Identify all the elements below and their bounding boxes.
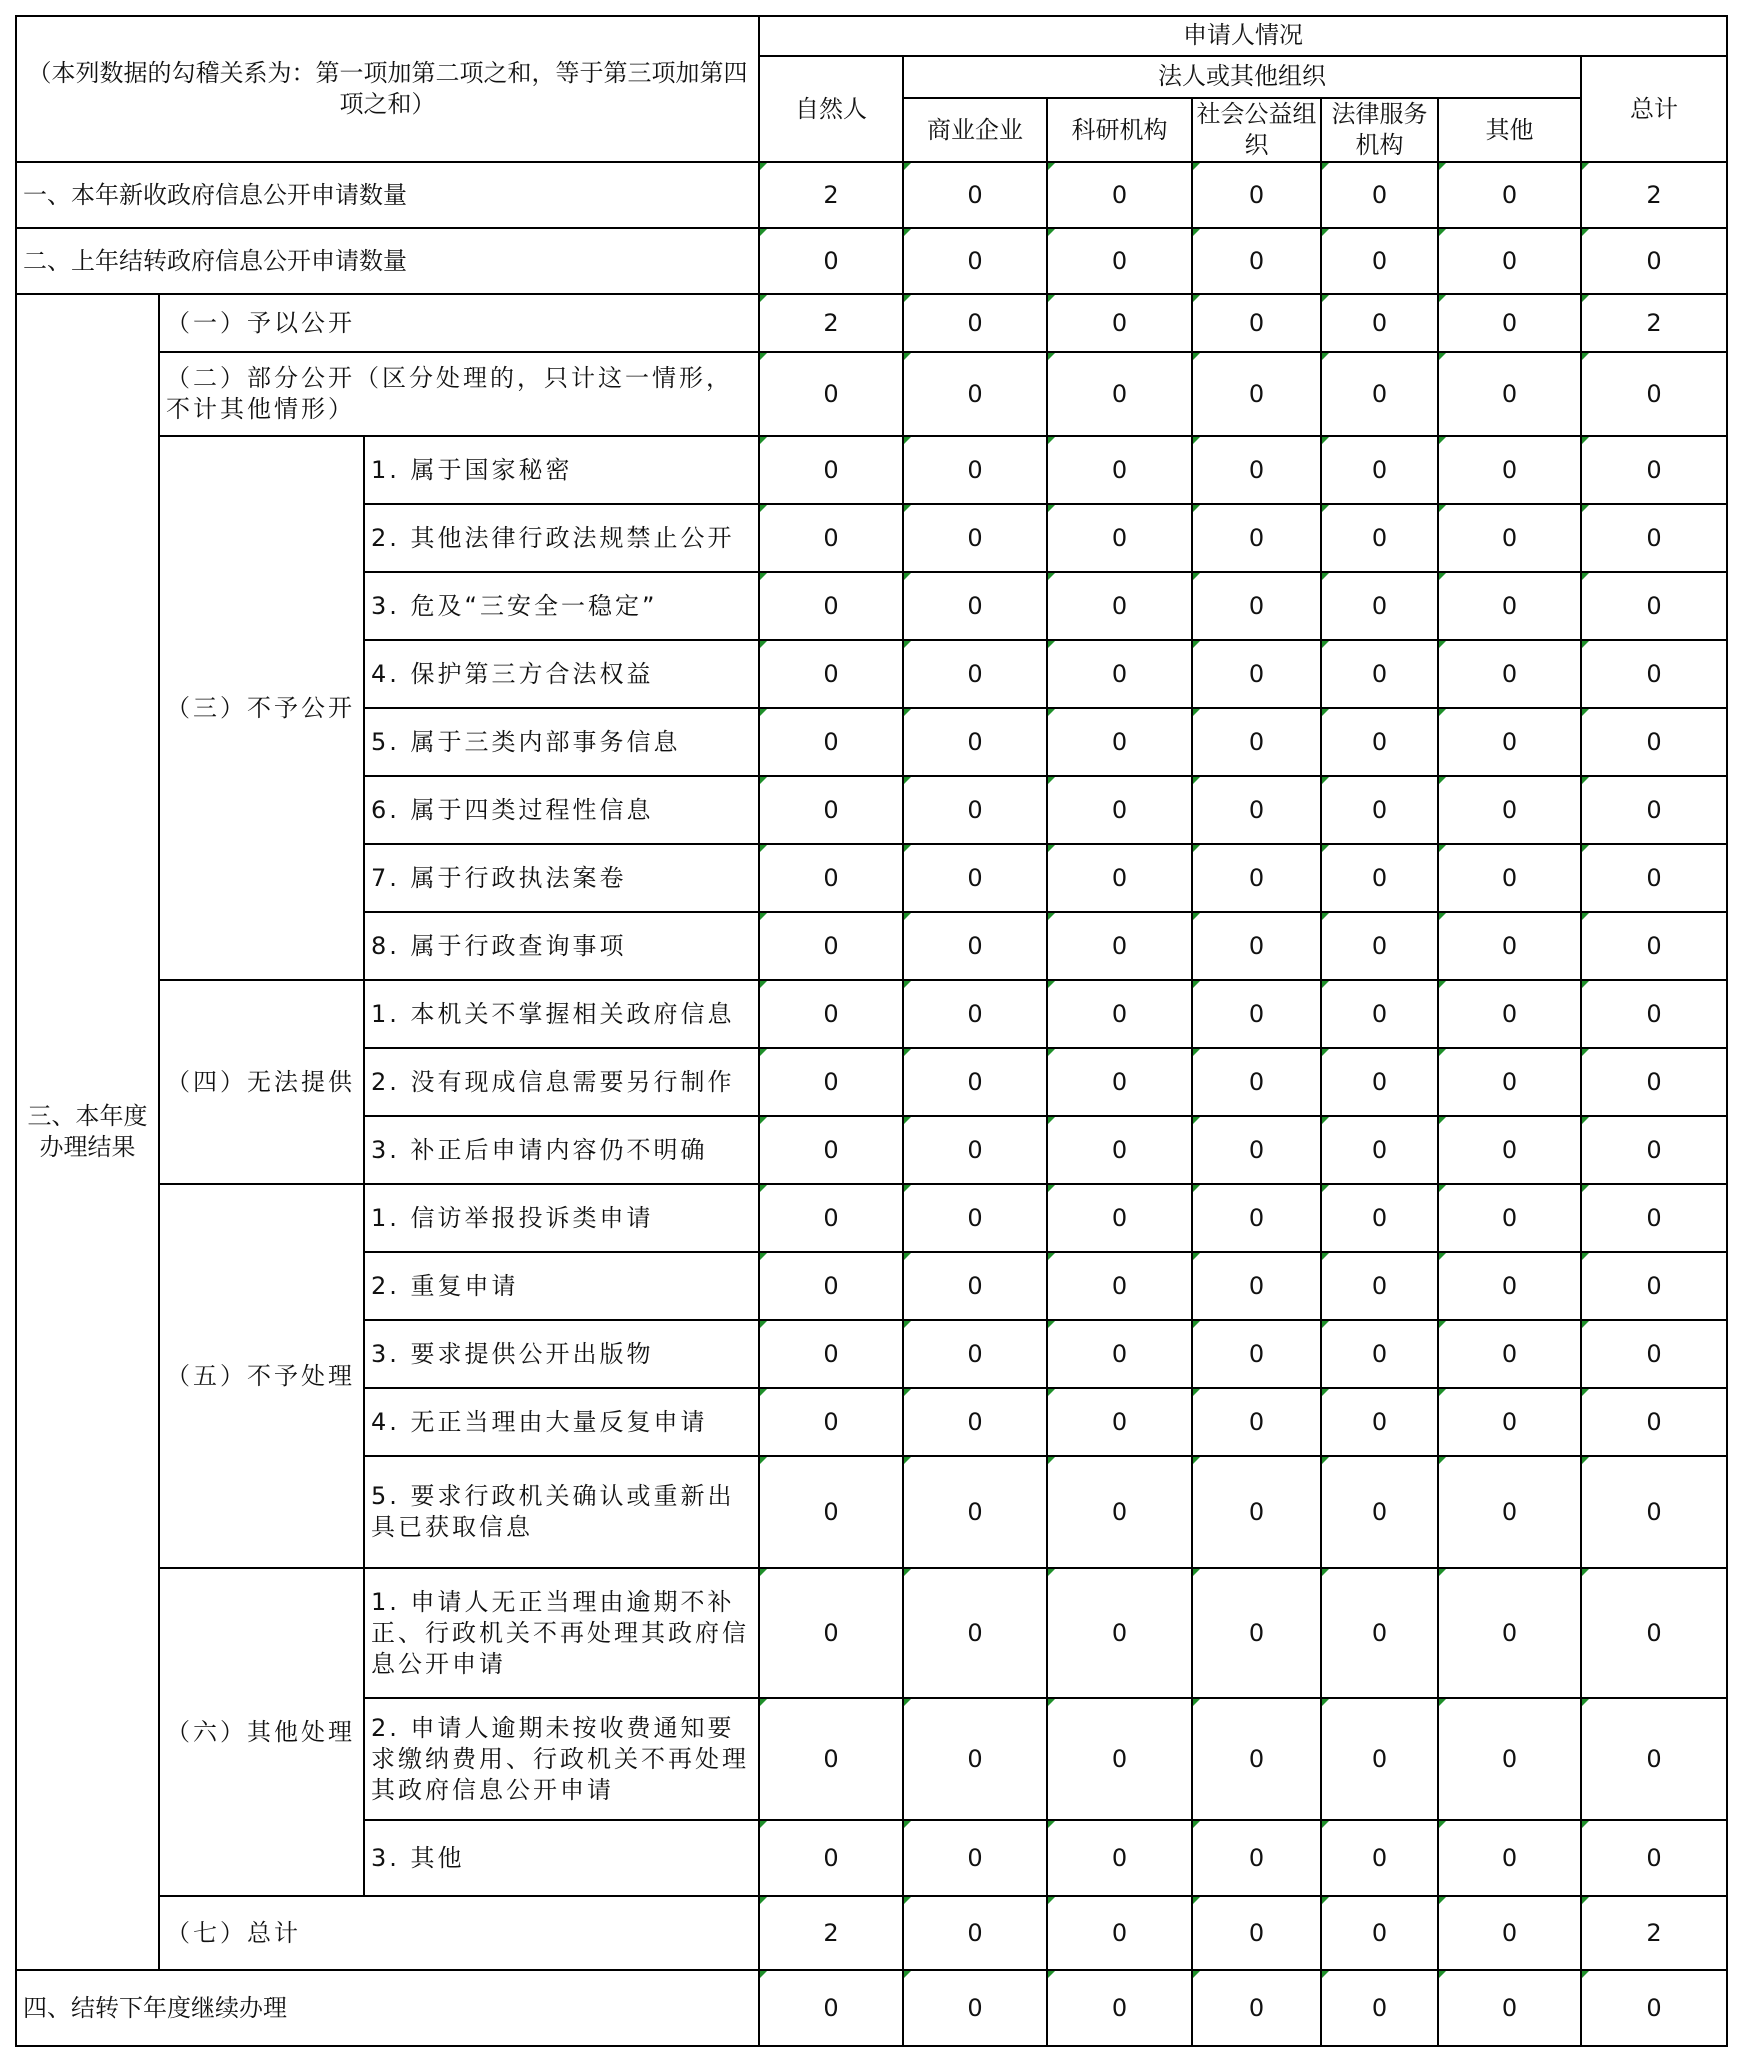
- item-label: 1. 申请人无正当理由逾期不补正、行政机关不再处理其政府信息公开申请: [364, 1568, 759, 1698]
- value-cell: 0: [903, 912, 1047, 980]
- value-cell: 0: [903, 352, 1047, 436]
- value-cell: 0: [1438, 1820, 1581, 1896]
- value-cell: 0: [1192, 776, 1321, 844]
- value-cell: 0: [759, 1698, 903, 1820]
- header-total: 总计: [1581, 56, 1727, 162]
- value-cell: 0: [1438, 1116, 1581, 1184]
- value-cell: 2: [1581, 294, 1727, 352]
- value-cell: 0: [759, 1970, 903, 2046]
- value-cell: 0: [1438, 844, 1581, 912]
- value-cell: 0: [1321, 1320, 1438, 1388]
- value-cell: 0: [1321, 504, 1438, 572]
- value-cell: 0: [1192, 980, 1321, 1048]
- value-cell: 0: [1047, 436, 1192, 504]
- value-cell: 0: [903, 1116, 1047, 1184]
- value-cell: 0: [1192, 1568, 1321, 1698]
- value-cell: 0: [1581, 1048, 1727, 1116]
- value-cell: 0: [1438, 504, 1581, 572]
- value-cell: 0: [759, 572, 903, 640]
- value-cell: 0: [1192, 504, 1321, 572]
- value-cell: 0: [1438, 1048, 1581, 1116]
- value-cell: 0: [903, 640, 1047, 708]
- value-cell: 0: [1438, 980, 1581, 1048]
- value-cell: 0: [903, 1698, 1047, 1820]
- value-cell: 0: [1192, 1456, 1321, 1568]
- value-cell: 0: [903, 1048, 1047, 1116]
- value-cell: 0: [1321, 980, 1438, 1048]
- value-cell: 0: [903, 980, 1047, 1048]
- value-cell: 0: [1321, 1970, 1438, 2046]
- value-cell: 0: [1192, 1896, 1321, 1970]
- value-cell: 0: [1438, 1970, 1581, 2046]
- value-cell: 0: [1321, 1820, 1438, 1896]
- value-cell: 0: [1581, 1116, 1727, 1184]
- value-cell: 0: [1192, 640, 1321, 708]
- value-cell: 0: [1192, 912, 1321, 980]
- value-cell: 0: [1321, 912, 1438, 980]
- value-cell: 0: [903, 504, 1047, 572]
- value-cell: 0: [1581, 1184, 1727, 1252]
- group-label-disclosed: （一）予以公开: [159, 294, 759, 352]
- item-label: 1. 本机关不掌握相关政府信息: [364, 980, 759, 1048]
- value-cell: 0: [1581, 1970, 1727, 2046]
- value-cell: 0: [1581, 1320, 1727, 1388]
- row-label-carried-over: 二、上年结转政府信息公开申请数量: [16, 228, 759, 294]
- value-cell: 0: [1321, 1896, 1438, 1970]
- value-cell: 0: [1192, 162, 1321, 228]
- value-cell: 0: [1192, 708, 1321, 776]
- header-research: 科研机构: [1047, 98, 1192, 162]
- value-cell: 0: [1438, 1388, 1581, 1456]
- value-cell: 0: [1581, 504, 1727, 572]
- value-cell: 0: [1192, 572, 1321, 640]
- value-cell: 0: [1321, 162, 1438, 228]
- value-cell: 0: [759, 504, 903, 572]
- value-cell: 0: [1192, 1970, 1321, 2046]
- value-cell: 0: [759, 228, 903, 294]
- value-cell: 0: [1321, 294, 1438, 352]
- value-cell: 0: [759, 1116, 903, 1184]
- section-label-results: 三、本年度办理结果: [16, 294, 159, 1970]
- info-disclosure-table: [15, 15, 1728, 2047]
- value-cell: 0: [1438, 228, 1581, 294]
- value-cell: 0: [1047, 1320, 1192, 1388]
- value-cell: 0: [759, 844, 903, 912]
- value-cell: 0: [1047, 1568, 1192, 1698]
- group-label-unable-to-provide: （四）无法提供: [159, 980, 364, 1184]
- group-label-not-disclosed: （三）不予公开: [159, 436, 364, 980]
- value-cell: 0: [759, 352, 903, 436]
- value-cell: 0: [903, 1456, 1047, 1568]
- value-cell: 0: [1047, 1252, 1192, 1320]
- value-cell: 0: [1321, 228, 1438, 294]
- item-label: 2. 没有现成信息需要另行制作: [364, 1048, 759, 1116]
- value-cell: 0: [1438, 294, 1581, 352]
- value-cell: 0: [1047, 294, 1192, 352]
- value-cell: 0: [1438, 436, 1581, 504]
- value-cell: 0: [1321, 1184, 1438, 1252]
- item-label: 3. 危及“三安全一稳定”: [364, 572, 759, 640]
- item-label: 3. 补正后申请内容仍不明确: [364, 1116, 759, 1184]
- value-cell: 0: [759, 1048, 903, 1116]
- value-cell: 2: [1581, 1896, 1727, 1970]
- value-cell: 0: [1047, 1456, 1192, 1568]
- value-cell: 0: [1047, 1820, 1192, 1896]
- value-cell: 0: [1581, 912, 1727, 980]
- value-cell: 0: [903, 1896, 1047, 1970]
- value-cell: 0: [1192, 352, 1321, 436]
- value-cell: 0: [1581, 980, 1727, 1048]
- value-cell: 0: [1192, 294, 1321, 352]
- value-cell: 0: [1321, 640, 1438, 708]
- value-cell: 0: [1047, 1896, 1192, 1970]
- value-cell: 0: [1581, 1820, 1727, 1896]
- value-cell: 2: [759, 162, 903, 228]
- value-cell: 0: [1321, 776, 1438, 844]
- value-cell: 0: [1321, 1388, 1438, 1456]
- value-cell: 0: [903, 162, 1047, 228]
- value-cell: 0: [903, 844, 1047, 912]
- value-cell: 0: [759, 980, 903, 1048]
- value-cell: 0: [1192, 1184, 1321, 1252]
- value-cell: 0: [1321, 572, 1438, 640]
- value-cell: 0: [759, 436, 903, 504]
- value-cell: 0: [903, 228, 1047, 294]
- value-cell: 0: [1321, 1116, 1438, 1184]
- value-cell: 0: [1047, 1970, 1192, 2046]
- value-cell: 0: [1192, 1698, 1321, 1820]
- header-public-welfare: 社会公益组织: [1192, 98, 1321, 162]
- value-cell: 0: [1581, 844, 1727, 912]
- value-cell: 0: [1581, 352, 1727, 436]
- value-cell: 0: [1047, 1048, 1192, 1116]
- value-cell: 0: [1047, 1388, 1192, 1456]
- item-label: 5. 属于三类内部事务信息: [364, 708, 759, 776]
- item-label: 3. 要求提供公开出版物: [364, 1320, 759, 1388]
- header-legal-service: 法律服务机构: [1321, 98, 1438, 162]
- value-cell: 0: [1047, 912, 1192, 980]
- value-cell: 0: [1192, 1048, 1321, 1116]
- value-cell: 2: [1581, 162, 1727, 228]
- item-label: 3. 其他: [364, 1820, 759, 1896]
- value-cell: 0: [759, 1568, 903, 1698]
- value-cell: 0: [1047, 1184, 1192, 1252]
- value-cell: 0: [759, 776, 903, 844]
- value-cell: 0: [759, 1252, 903, 1320]
- value-cell: 0: [1047, 980, 1192, 1048]
- value-cell: 0: [759, 1456, 903, 1568]
- value-cell: 0: [1581, 708, 1727, 776]
- column-note: （本列数据的勾稽关系为：第一项加第二项之和，等于第三项加第四项之和）: [16, 16, 759, 162]
- value-cell: 0: [1581, 572, 1727, 640]
- item-label: 1. 信访举报投诉类申请: [364, 1184, 759, 1252]
- value-cell: 0: [1581, 1698, 1727, 1820]
- value-cell: 0: [903, 1320, 1047, 1388]
- value-cell: 0: [903, 572, 1047, 640]
- value-cell: 0: [1581, 1456, 1727, 1568]
- value-cell: 0: [1581, 436, 1727, 504]
- item-label: 4. 无正当理由大量反复申请: [364, 1388, 759, 1456]
- value-cell: 0: [903, 1568, 1047, 1698]
- value-cell: 0: [1047, 504, 1192, 572]
- value-cell: 0: [1192, 844, 1321, 912]
- value-cell: 0: [1321, 1568, 1438, 1698]
- value-cell: 0: [759, 1320, 903, 1388]
- value-cell: 0: [1321, 1456, 1438, 1568]
- value-cell: 0: [903, 776, 1047, 844]
- header-natural-person: 自然人: [759, 56, 903, 162]
- value-cell: 0: [759, 1388, 903, 1456]
- value-cell: 0: [1192, 1252, 1321, 1320]
- value-cell: 2: [759, 1896, 903, 1970]
- group-label-total: （七）总计: [159, 1896, 759, 1970]
- value-cell: 0: [1581, 1568, 1727, 1698]
- value-cell: 0: [1438, 708, 1581, 776]
- header-business: 商业企业: [903, 98, 1047, 162]
- value-cell: 0: [1438, 1568, 1581, 1698]
- value-cell: 0: [1438, 1698, 1581, 1820]
- row-label-new-requests: 一、本年新收政府信息公开申请数量: [16, 162, 759, 228]
- value-cell: 0: [1438, 1320, 1581, 1388]
- value-cell: 0: [759, 1184, 903, 1252]
- value-cell: 0: [1047, 228, 1192, 294]
- value-cell: 0: [1047, 844, 1192, 912]
- value-cell: 0: [759, 912, 903, 980]
- value-cell: 0: [903, 1820, 1047, 1896]
- value-cell: 0: [1192, 1320, 1321, 1388]
- value-cell: 0: [759, 1820, 903, 1896]
- item-label: 4. 保护第三方合法权益: [364, 640, 759, 708]
- value-cell: 0: [1047, 1116, 1192, 1184]
- value-cell: 0: [1438, 162, 1581, 228]
- value-cell: 0: [1321, 1252, 1438, 1320]
- item-label: 7. 属于行政执法案卷: [364, 844, 759, 912]
- value-cell: 0: [1438, 776, 1581, 844]
- value-cell: 0: [1192, 228, 1321, 294]
- value-cell: 0: [1438, 1252, 1581, 1320]
- header-applicant-situation: 申请人情况: [759, 16, 1727, 56]
- value-cell: 0: [1438, 1456, 1581, 1568]
- value-cell: 0: [903, 436, 1047, 504]
- value-cell: 0: [1438, 352, 1581, 436]
- value-cell: 0: [1192, 1820, 1321, 1896]
- group-label-partially-disclosed: （二）部分公开（区分处理的，只计这一情形，不计其他情形）: [159, 352, 759, 436]
- value-cell: 0: [903, 294, 1047, 352]
- value-cell: 0: [1047, 1698, 1192, 1820]
- value-cell: 0: [1047, 776, 1192, 844]
- value-cell: 0: [1321, 352, 1438, 436]
- value-cell: 0: [1047, 572, 1192, 640]
- header-other: 其他: [1438, 98, 1581, 162]
- value-cell: 0: [1192, 1388, 1321, 1456]
- value-cell: 0: [1438, 1896, 1581, 1970]
- value-cell: 0: [903, 1388, 1047, 1456]
- header-legal-org: 法人或其他组织: [903, 56, 1581, 98]
- value-cell: 0: [903, 1252, 1047, 1320]
- value-cell: 0: [1438, 912, 1581, 980]
- value-cell: 0: [1192, 1116, 1321, 1184]
- value-cell: 0: [1321, 1698, 1438, 1820]
- value-cell: 0: [1581, 776, 1727, 844]
- item-label: 5. 要求行政机关确认或重新出具已获取信息: [364, 1456, 759, 1568]
- value-cell: 0: [1581, 1252, 1727, 1320]
- value-cell: 0: [1321, 1048, 1438, 1116]
- value-cell: 0: [1047, 162, 1192, 228]
- value-cell: 0: [1438, 1184, 1581, 1252]
- value-cell: 0: [1321, 708, 1438, 776]
- item-label: 2. 重复申请: [364, 1252, 759, 1320]
- row-label-carry-forward: 四、结转下年度继续办理: [16, 1970, 759, 2046]
- value-cell: 0: [903, 1970, 1047, 2046]
- item-label: 1. 属于国家秘密: [364, 436, 759, 504]
- item-label: 6. 属于四类过程性信息: [364, 776, 759, 844]
- value-cell: 0: [1047, 708, 1192, 776]
- value-cell: 0: [1321, 436, 1438, 504]
- value-cell: 0: [903, 708, 1047, 776]
- value-cell: 0: [1047, 352, 1192, 436]
- value-cell: 0: [1438, 640, 1581, 708]
- group-label-not-processed: （五）不予处理: [159, 1184, 364, 1568]
- value-cell: 0: [1438, 572, 1581, 640]
- item-label: 8. 属于行政查询事项: [364, 912, 759, 980]
- value-cell: 0: [1192, 436, 1321, 504]
- value-cell: 0: [1321, 844, 1438, 912]
- item-label: 2. 申请人逾期未按收费通知要求缴纳费用、行政机关不再处理其政府信息公开申请: [364, 1698, 759, 1820]
- group-label-other-processing: （六）其他处理: [159, 1568, 364, 1896]
- value-cell: 0: [1581, 1388, 1727, 1456]
- value-cell: 0: [1581, 640, 1727, 708]
- value-cell: 0: [903, 1184, 1047, 1252]
- value-cell: 0: [759, 708, 903, 776]
- value-cell: 0: [1047, 640, 1192, 708]
- value-cell: 2: [759, 294, 903, 352]
- value-cell: 0: [759, 640, 903, 708]
- item-label: 2. 其他法律行政法规禁止公开: [364, 504, 759, 572]
- value-cell: 0: [1581, 228, 1727, 294]
